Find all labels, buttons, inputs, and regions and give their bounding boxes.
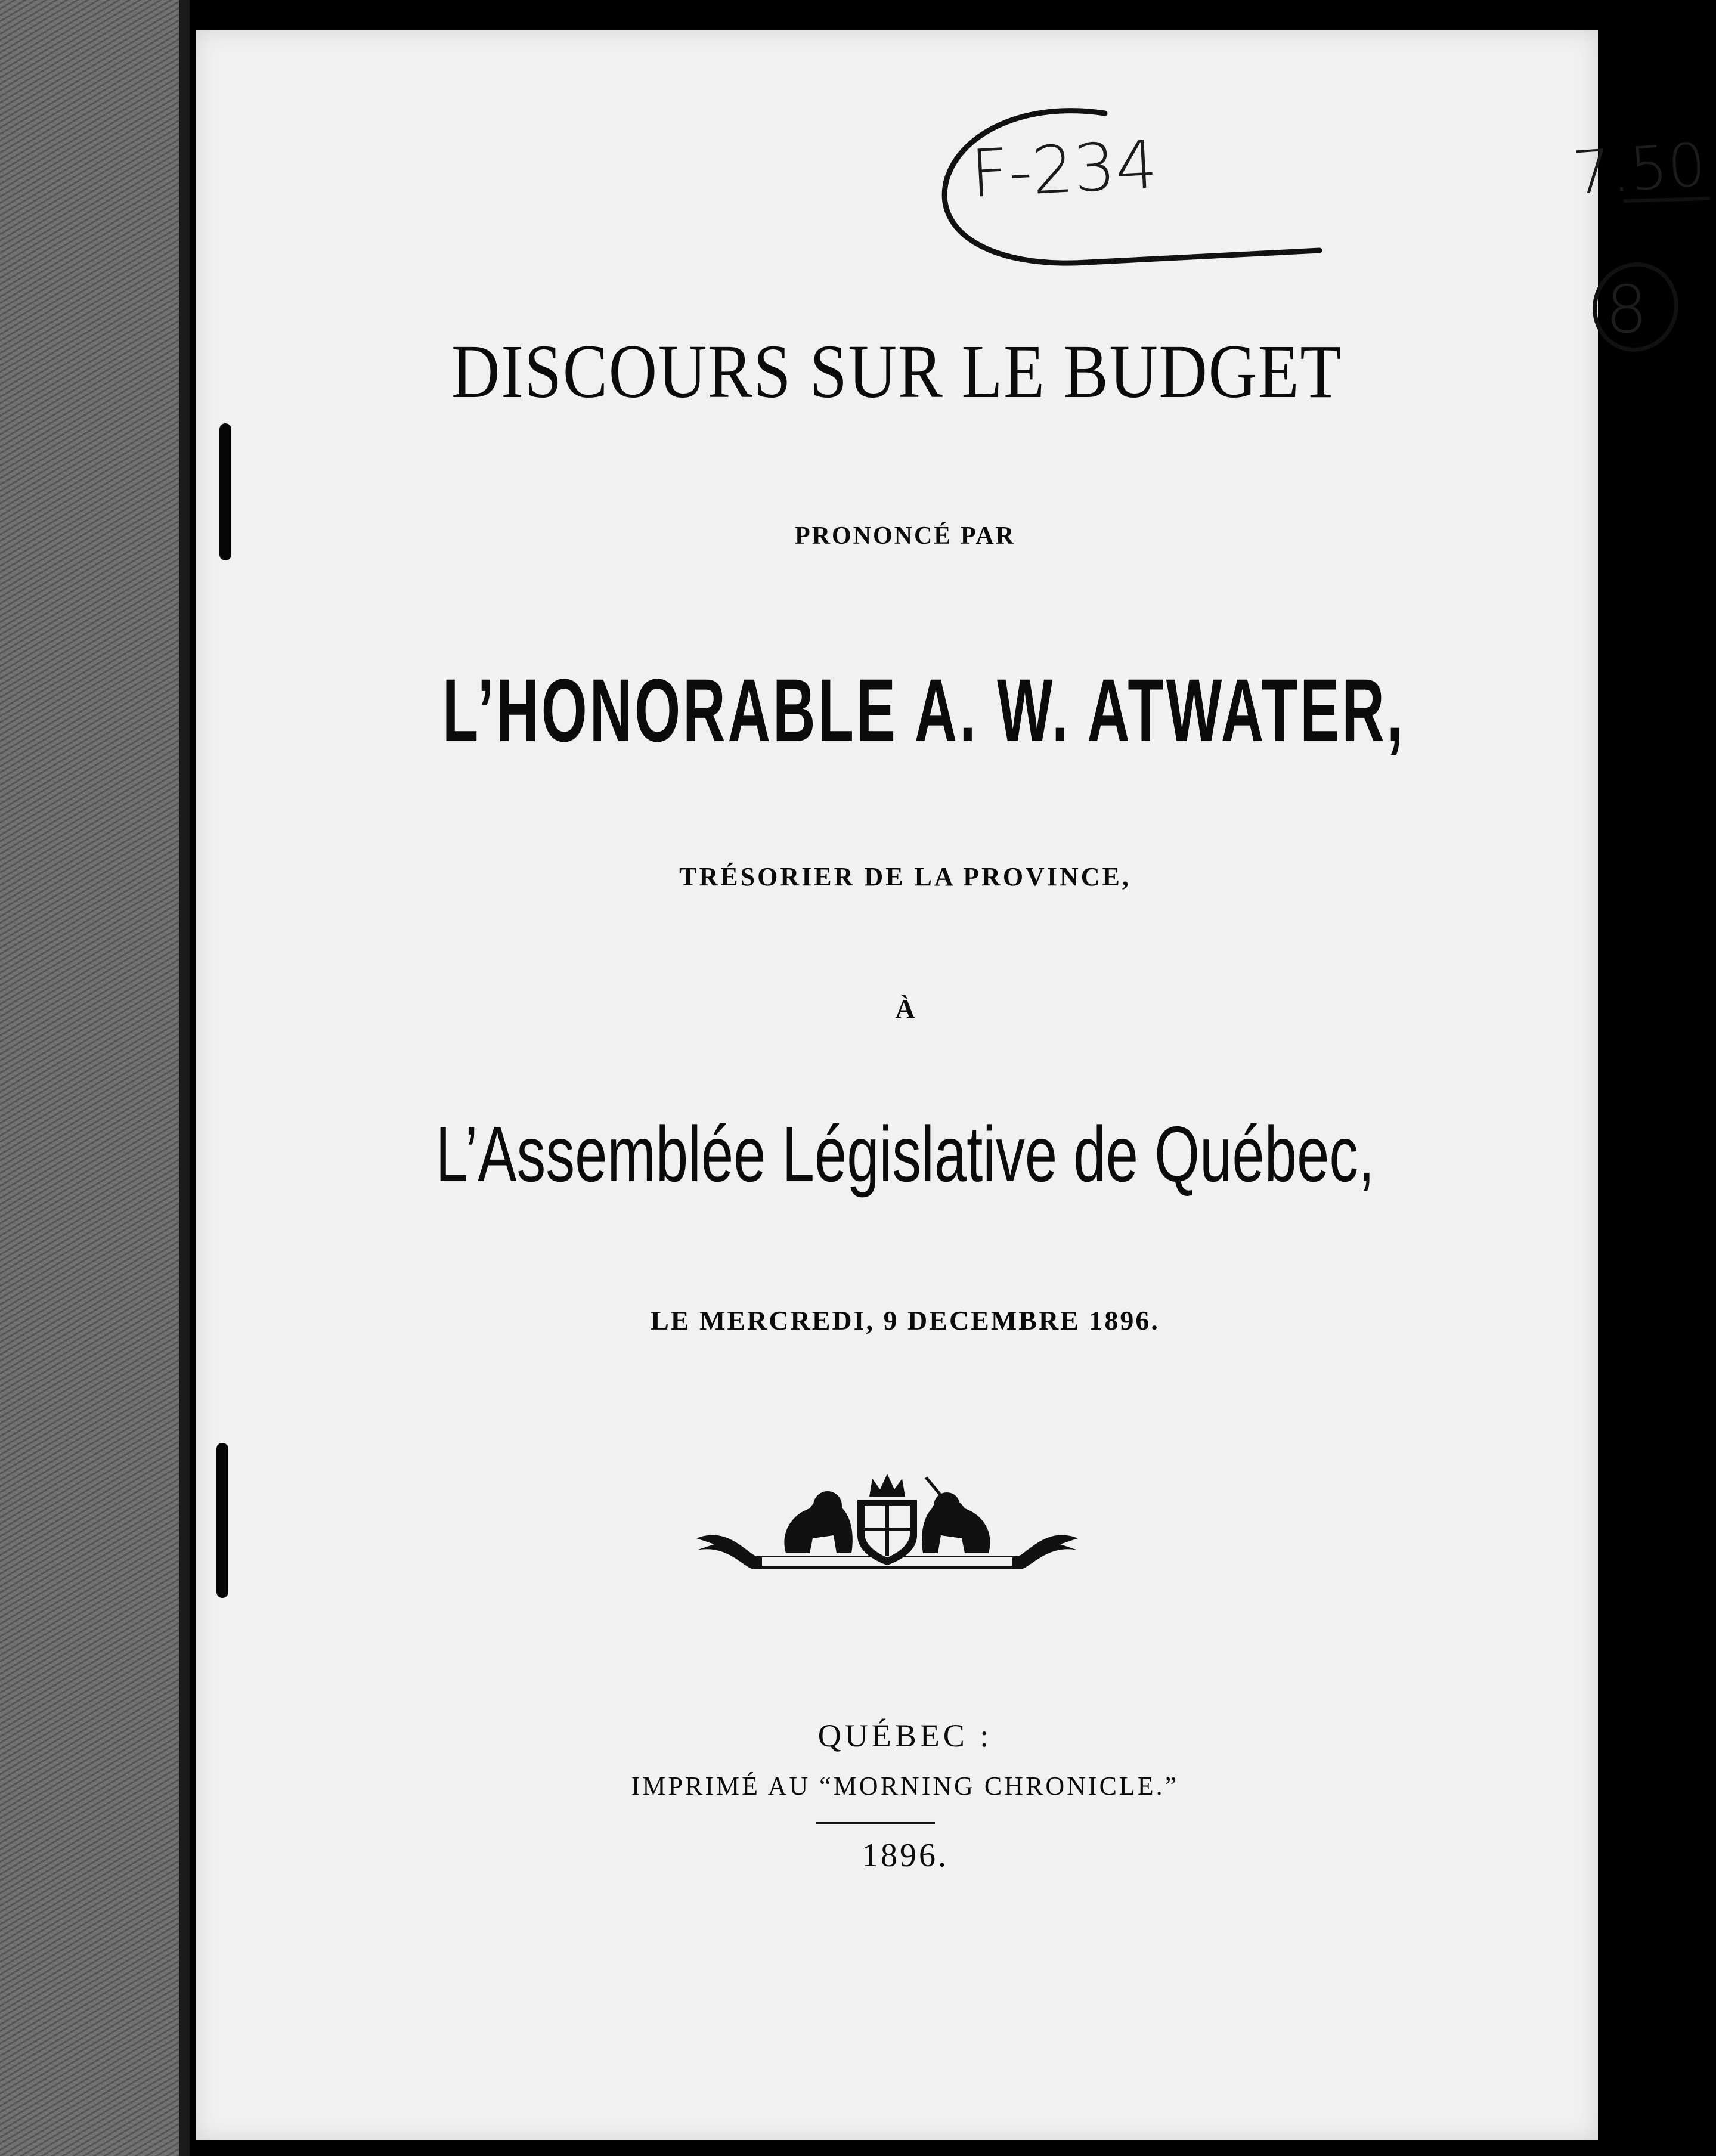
speaker-role: TRÉSORIER DE LA PROVINCE,: [679, 862, 1131, 891]
catalog-number: F-234: [968, 126, 1160, 213]
book-spine: [0, 0, 190, 2156]
printer-name: IMPRIMÉ AU “MORNING CHRONICLE.”: [631, 1771, 1179, 1801]
publication-place: QUÉBEC :: [817, 1718, 993, 1754]
assembly-name: L’Assemblée Législative de Québec,: [435, 1110, 1375, 1198]
price-underline: [1621, 194, 1716, 206]
coat-of-arms-icon: [690, 1467, 1084, 1586]
catalog-number-circle: [890, 89, 1427, 286]
binding-staple-bottom: [216, 1443, 228, 1598]
title-page: [196, 30, 1708, 2140]
binding-staple-top: [219, 423, 231, 560]
circled-number: 8: [1606, 271, 1647, 348]
divider-rule: [816, 1822, 935, 1824]
price-annotation: 7.50: [1571, 129, 1708, 209]
preposition: À: [895, 993, 915, 1024]
speech-date: LE MERCREDI, 9 DECEMBRE 1896.: [651, 1305, 1160, 1336]
pronounced-by: PRONONCÉ PAR: [794, 522, 1016, 550]
speaker-name: L’HONORABLE A. W. ATWATER,: [442, 660, 1406, 760]
publication-year: 1896.: [862, 1837, 949, 1874]
document-title: DISCOURS SUR LE BUDGET: [451, 329, 1342, 414]
